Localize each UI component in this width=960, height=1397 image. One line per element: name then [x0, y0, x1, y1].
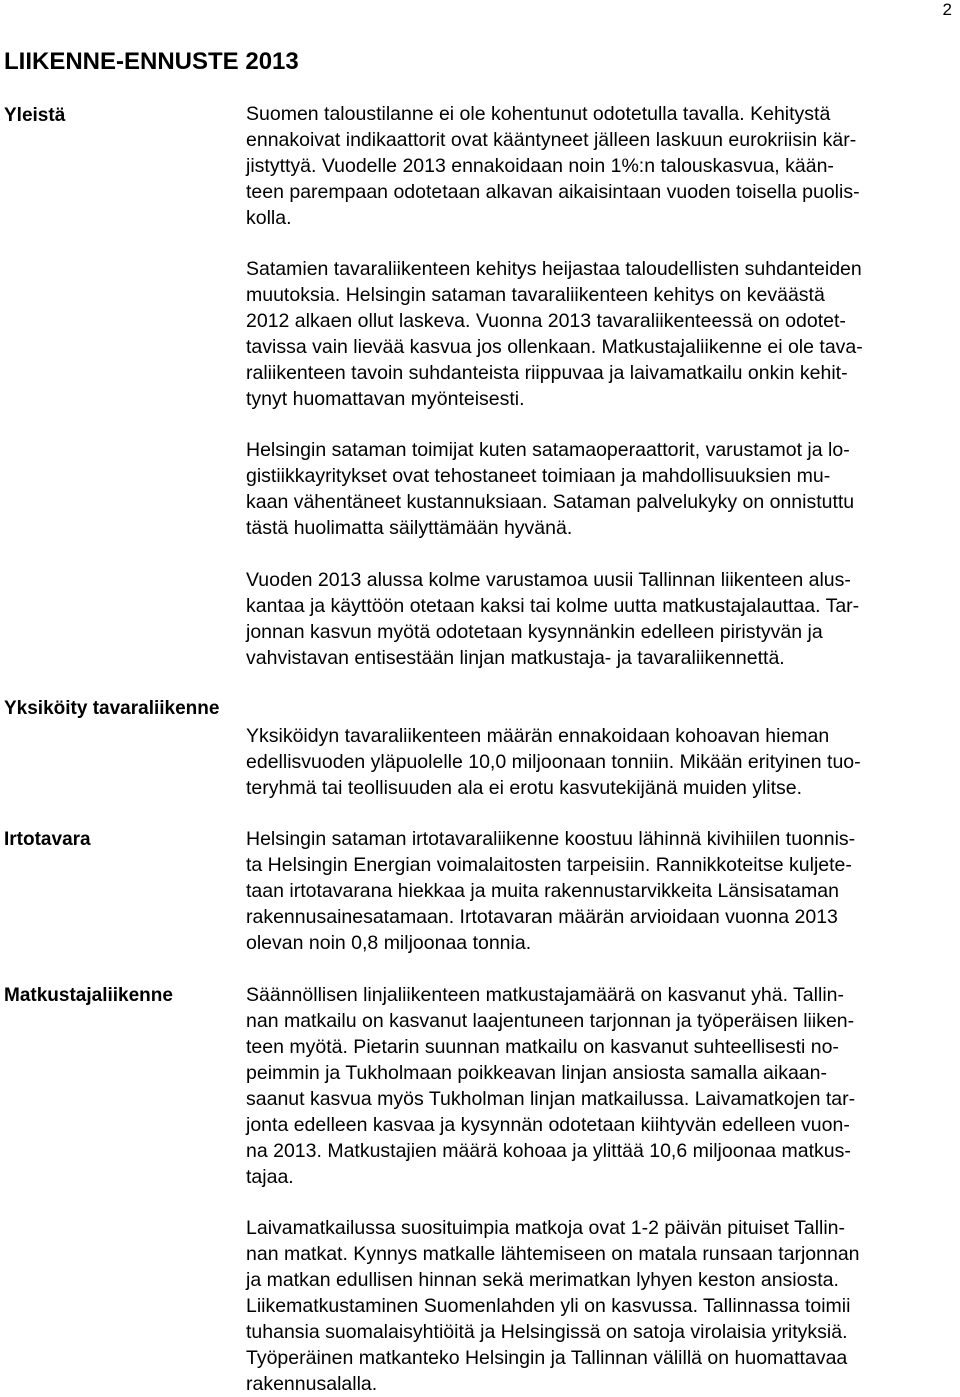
paragraph-line: nan matkat. Kynnys matkalle lähtemiseen on matala runsaan tarjonnan: [246, 1243, 860, 1265]
paragraph-line: teen myötä. Pietarin suunnan matkailu on kasvanut suhteellisesti no-: [246, 1036, 839, 1058]
paragraph: [246, 437, 854, 541]
paragraph-line: vahvistavan entisestään linjan matkustaja- ja tavaraliikennettä.: [246, 647, 785, 669]
paragraph: [246, 982, 855, 1190]
paragraph-line: tavissa vain lievää kasvua jos ollenkaan. Matkustajaliikenne ei ole tava-: [246, 336, 863, 358]
paragraph-line: jonta edelleen kasvaa ja kysynnän odotetaan kiihtyvän edelleen vuon-: [246, 1114, 850, 1136]
section-heading-yleista: Yleistä: [4, 105, 66, 126]
paragraph-line: jonnan kasvun myötä odotetaan kysynnänkin edelleen piristyvän ja: [246, 621, 823, 643]
paragraph-line: rakennusalalla.: [246, 1373, 378, 1395]
paragraph-line: Suomen taloustilanne ei ole kohentunut odotetulla tavalla. Kehitystä: [246, 103, 831, 125]
paragraph-line: Työperäinen matkanteko Helsingin ja Tallinnan välillä on huomattavaa: [246, 1347, 848, 1369]
paragraph-line: Laivamatkailussa suosituimpia matkoja ovat 1-2 päivän pituiset Tallin-: [246, 1217, 846, 1239]
paragraph-line: Vuoden 2013 alussa kolme varustamoa uusii Tallinnan liikenteen alus-: [246, 569, 851, 591]
paragraph-line: jistyttyä. Vuodelle 2013 ennakoidaan noin 1%:n talouskasvua, kään-: [246, 155, 834, 177]
paragraph-line: gistiikkayritykset ovat tehostaneet toimiaan ja mahdollisuuksien mu-: [246, 465, 831, 487]
paragraph-line: tynyt huomattavan myönteisesti.: [246, 388, 525, 410]
paragraph-line: rakennusainesatamaan. Irtotavaran määrän arvioidaan vuonna 2013: [246, 906, 838, 928]
paragraph-line: saanut kasvua myös Tukholman linjan matkailussa. Laivamatkojen tar-: [246, 1088, 856, 1110]
document-title: LIIKENNE-ENNUSTE 2013: [4, 48, 299, 75]
paragraph-line: kolla.: [246, 207, 292, 229]
paragraph-line: olevan noin 0,8 miljoonaa tonnia.: [246, 932, 532, 954]
paragraph-line: taan irtotavarana hiekkaa ja muita rakennustarvikkeita Länsisataman: [246, 880, 839, 902]
paragraph: [246, 1215, 860, 1397]
paragraph-line: na 2013. Matkustajien määrä kohoaa ja ylittää 10,6 miljoonaa matkus-: [246, 1140, 851, 1162]
paragraph-line: tajaa.: [246, 1166, 294, 1188]
paragraph-line: teryhmä tai teollisuuden ala ei erotu kasvutekijänä muiden ylitse.: [246, 777, 803, 799]
paragraph-line: tuhansia suomalaisyhtiöitä ja Helsingissä on satoja virolaisia yrityksiä.: [246, 1321, 848, 1343]
section-heading-irtotavara: Irtotavara: [4, 829, 91, 850]
paragraph-line: peimmin ja Tukholmaan poikkeavan linjan ansiosta samalla aikaan-: [246, 1062, 827, 1084]
page-number: 2: [942, 0, 952, 19]
paragraph-line: Satamien tavaraliikenteen kehitys heijastaa taloudellisten suhdanteiden: [246, 258, 862, 280]
paragraph: [246, 256, 863, 412]
section-heading-matkustajaliikenne: Matkustajaliikenne: [4, 985, 173, 1006]
paragraph-line: tästä huolimatta säilyttämään hyvänä.: [246, 517, 573, 539]
paragraph-line: Yksiköidyn tavaraliikenteen määrän ennakoidaan kohoavan hieman: [246, 725, 830, 747]
paragraph-line: kantaa ja käyttöön otetaan kaksi tai kolme uutta matkustajalauttaa. Tar-: [246, 595, 860, 617]
paragraph-line: teen parempaan odotetaan alkavan aikaisintaan vuoden toisella puolis-: [246, 181, 860, 203]
paragraph-line: Helsingin sataman irtotavaraliikenne koostuu lähinnä kivihiilen tuonnis-: [246, 828, 856, 850]
paragraph: [246, 826, 855, 956]
paragraph-line: Säännöllisen linjaliikenteen matkustajamäärä on kasvanut yhä. Tallin-: [246, 984, 844, 1006]
paragraph: [246, 723, 861, 801]
paragraph-line: nan matkailu on kasvanut laajentuneen tarjonnan ja työperäisen liiken-: [246, 1010, 855, 1032]
paragraph-line: kaan vähentäneet kustannuksiaan. Sataman palvelukyky on onnistuttu: [246, 491, 855, 513]
paragraph-line: Helsingin sataman toimijat kuten satamaoperaattorit, varustamot ja lo-: [246, 439, 850, 461]
paragraph: [246, 567, 859, 671]
paragraph-line: edellisvuoden yläpuolelle 10,0 miljoonaan tonniin. Mikään erityinen tuo-: [246, 751, 861, 773]
paragraph-line: 2012 alkaen ollut laskeva. Vuonna 2013 tavaraliikenteessä on odotet-: [246, 310, 846, 332]
paragraph-line: ta Helsingin Energian voimalaitosten tarpeisiin. Rannikkoteitse kuljete-: [246, 854, 852, 876]
paragraph: [246, 101, 860, 231]
paragraph-line: ennakoivat indikaattorit ovat kääntyneet jälleen laskuun eurokriisin kär-: [246, 129, 857, 151]
paragraph-line: Liikematkustaminen Suomenlahden yli on kasvussa. Tallinnassa toimii: [246, 1295, 851, 1317]
section-heading-yksikoity-tavaraliikenne: Yksiköity tavaraliikenne: [4, 698, 220, 719]
paragraph-line: muutoksia. Helsingin sataman tavaraliikenteen kehitys on keväästä: [246, 284, 825, 306]
paragraph-line: raliikenteen tavoin suhdanteista riippuvaa ja laivamatkailu onkin kehit-: [246, 362, 848, 384]
paragraph-line: ja matkan edullisen hinnan sekä merimatkan lyhyen keston ansiosta.: [246, 1269, 839, 1291]
